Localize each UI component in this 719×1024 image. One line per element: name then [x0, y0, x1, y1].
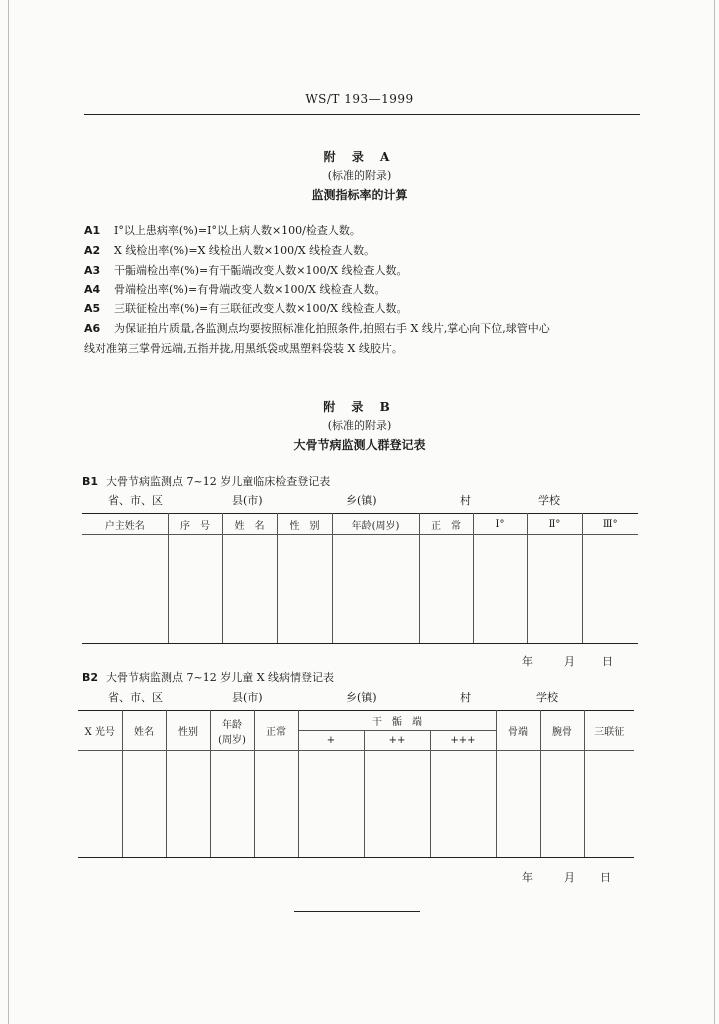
col-triad: 三联征	[584, 711, 634, 751]
cell-age[interactable]	[332, 535, 419, 644]
b1-table	[82, 513, 638, 644]
province-label: 省、市、区	[108, 494, 163, 507]
col-degree-2: Ⅱ°	[527, 514, 582, 535]
appendix-a-heading: 监测指标率的计算	[311, 188, 408, 202]
col-grade-plus-2: ++	[364, 731, 430, 751]
appendix-a-title: 附 录 A	[323, 150, 396, 164]
document-number: WS/T 193—1999	[305, 92, 414, 106]
township-label: 乡(镇)	[346, 494, 377, 507]
col-serial: 序 号	[168, 514, 222, 535]
col-age	[210, 711, 254, 751]
age-unit-label: (周岁)	[218, 734, 246, 746]
col-sex: 性 别	[277, 514, 332, 535]
item-code: A4	[84, 283, 101, 296]
col-grade-plus-3: +++	[430, 731, 496, 751]
item-a1	[84, 222, 361, 238]
cell-name[interactable]	[222, 535, 277, 644]
col-sex: 性别	[166, 711, 210, 751]
b1-title-text: 大骨节病监测点 7~12 岁儿童临床检查登记表	[106, 475, 331, 488]
cell-name[interactable]	[122, 751, 166, 858]
cell-grade-plus-1[interactable]	[298, 751, 364, 858]
appendix-b-title: 附 录 B	[323, 400, 396, 414]
b1-title	[82, 473, 330, 489]
cell-xray-no[interactable]	[78, 751, 122, 858]
item-text: 三联征检出率(%)=有三联征改变人数×100/X 线检查人数。	[114, 302, 408, 315]
item-text: 为保证拍片质量,各监测点均要按照标准化拍照条件,拍照右手 X 线片,掌心向下位,球管中心	[114, 322, 550, 335]
cell-household-head[interactable]	[82, 535, 168, 644]
item-text: 骨端检出率(%)=有骨端改变人数×100/X 线检查人数。	[114, 283, 386, 296]
appendix-b-subtitle: (标准的附录)	[327, 419, 392, 432]
item-code: A5	[84, 302, 101, 315]
township-label: 乡(镇)	[346, 691, 377, 704]
item-text: Ⅰ°以上患病率(%)=Ⅰ°以上病人数×100/检查人数。	[114, 224, 361, 237]
cell-age[interactable]	[210, 751, 254, 858]
b2-location-row	[100, 689, 600, 703]
day-label: 日	[600, 871, 611, 884]
col-degree-3: Ⅲ°	[582, 514, 638, 535]
appendix-b-heading: 大骨节病监测人群登记表	[293, 438, 426, 452]
cell-degree-1[interactable]	[473, 535, 527, 644]
cell-serial[interactable]	[168, 535, 222, 644]
b1-date	[522, 653, 642, 667]
col-group-metaphysis: 干 骺 端	[298, 711, 496, 731]
cell-normal[interactable]	[254, 751, 298, 858]
b1-location-row	[100, 492, 600, 506]
table-row	[78, 751, 634, 858]
col-grade-plus-1: +	[298, 731, 364, 751]
b1-code: B1	[82, 475, 99, 488]
year-label: 年	[522, 655, 533, 668]
cell-carpal[interactable]	[540, 751, 584, 858]
item-a2	[84, 242, 375, 258]
end-rule	[294, 911, 420, 912]
item-code: A2	[84, 244, 101, 257]
col-xray-no: X 光号	[78, 711, 122, 751]
b2-title-text: 大骨节病监测点 7~12 岁儿童 X 线病情登记表	[106, 671, 335, 684]
school-label: 学校	[536, 691, 558, 704]
cell-epiphysis[interactable]	[496, 751, 540, 858]
appendix-a-subtitle: (标准的附录)	[327, 169, 392, 182]
col-normal: 正常	[254, 711, 298, 751]
col-carpal: 腕骨	[540, 711, 584, 751]
cell-triad[interactable]	[584, 751, 634, 858]
scan-edge-left	[8, 0, 9, 1024]
item-text: X 线检出率(%)=X 线检出人数×100/X 线检查人数。	[114, 244, 376, 257]
cell-grade-plus-3[interactable]	[430, 751, 496, 858]
b2-title	[82, 669, 334, 685]
month-label: 月	[564, 871, 575, 884]
col-name: 姓名	[122, 711, 166, 751]
col-name: 姓 名	[222, 514, 277, 535]
cell-grade-plus-2[interactable]	[364, 751, 430, 858]
cell-normal[interactable]	[419, 535, 473, 644]
cell-degree-2[interactable]	[527, 535, 582, 644]
col-degree-1: Ⅰ°	[473, 514, 527, 535]
item-text: 干骺端检出率(%)=有干骺端改变人数×100/X 线检查人数。	[114, 264, 408, 277]
month-label: 月	[564, 655, 575, 668]
item-a6-continued: 线对准第三掌骨远端,五指并拢,用黑纸袋或黑塑料袋装 X 线胶片。	[84, 342, 403, 355]
item-code: A6	[84, 322, 101, 335]
county-label: 县(市)	[232, 494, 263, 507]
col-normal: 正 常	[419, 514, 473, 535]
b2-table	[78, 710, 634, 858]
cell-sex[interactable]	[277, 535, 332, 644]
village-label: 村	[460, 494, 471, 507]
b2-date	[522, 869, 642, 883]
col-epiphysis: 骨端	[496, 711, 540, 751]
col-household-head: 户主姓名	[82, 514, 168, 535]
b2-code: B2	[82, 671, 99, 684]
table-row	[82, 535, 638, 644]
village-label: 村	[460, 691, 471, 704]
item-a5	[84, 300, 408, 316]
col-age: 年龄(周岁)	[332, 514, 419, 535]
cell-degree-3[interactable]	[582, 535, 638, 644]
province-label: 省、市、区	[108, 691, 163, 704]
day-label: 日	[602, 655, 613, 668]
year-label: 年	[522, 871, 533, 884]
item-a3	[84, 262, 408, 278]
county-label: 县(市)	[232, 691, 263, 704]
item-code: A1	[84, 224, 101, 237]
item-a4	[84, 281, 386, 297]
age-label: 年龄	[222, 719, 242, 731]
cell-sex[interactable]	[166, 751, 210, 858]
header-rule	[84, 114, 640, 115]
item-code: A3	[84, 264, 101, 277]
school-label: 学校	[538, 494, 560, 507]
scan-edge-right	[714, 0, 715, 1024]
item-a6	[84, 320, 550, 336]
